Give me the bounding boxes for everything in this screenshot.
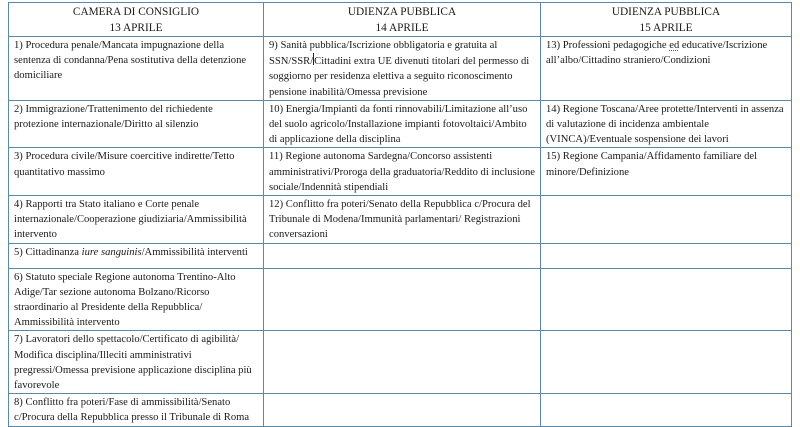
- table-cell[interactable]: 6) Statuto speciale Regione autonoma Trentino-Alto Adige/Tar sezione autonoma Bolzano/Ricorso straordinario al Presidente della Repubblica/ Ammissibilità intervento: [9, 268, 264, 331]
- italic-term: iure sanguinis: [81, 246, 142, 258]
- header-row: [9, 3, 792, 37]
- hearings-schedule-table: [8, 2, 792, 427]
- table-cell[interactable]: 14) Regione Toscana/Aree protette/Interventi in assenza di valutazione di incidenza ambientale (VINCA)/Eventuale sospensione dei lavori: [541, 100, 792, 148]
- header-title: CAMERA DI CONSIGLIO: [72, 6, 200, 18]
- table-cell-empty[interactable]: [541, 243, 792, 268]
- table-cell[interactable]: 12) Conflitto fra poteri/Senato della Repubblica c/Procura del Tribunale di Modena/Immunità parlamentari/ Registrazioni conversazioni: [264, 196, 541, 244]
- table-row: [9, 37, 792, 101]
- header-camera-di-consiglio[interactable]: [9, 3, 264, 37]
- table-cell-empty[interactable]: [541, 394, 792, 427]
- header-date: 14 APRILE: [375, 22, 429, 34]
- table-cell[interactable]: 10) Energia/Impianti da fonti rinnovabili/Limitazione all’uso del suolo agricolo/Installazione impianti fotovoltaici/Ambito di applicazione della disciplina: [264, 100, 541, 148]
- cell-text-before-cursor: 9) Sanità pubblica/Iscrizione obbligatoria e gratuita al SSN/SSR/: [269, 40, 498, 68]
- header-title: UDIENZA PUBBLICA: [611, 6, 721, 18]
- table-cell-empty[interactable]: [264, 331, 541, 394]
- table-cell[interactable]: 4) Rapporti tra Stato italiano e Corte penale internazionale/Cooperazione giudiziaria/Ammissibilità intervento: [9, 196, 264, 244]
- table-cell[interactable]: [541, 196, 792, 244]
- table-cell[interactable]: 2) Immigrazione/Trattenimento del richiedente protezione internazionale/Diritto al silenzio: [9, 100, 264, 148]
- table-cell-empty[interactable]: [541, 268, 792, 331]
- table-cell[interactable]: 3) Procedura civile/Misure coercitive indirette/Tetto quantitativo massimo: [9, 148, 264, 196]
- table-row: [9, 243, 792, 268]
- cell-text-after-cursor: Cittadini extra UE divenuti titolari del permesso di soggiorno per residenza elettiva a seguito riconoscimento pensione inabilità/Omessa previsione: [269, 56, 530, 98]
- table-cell-empty[interactable]: [264, 243, 541, 268]
- header-title: UDIENZA PUBBLICA: [347, 6, 457, 18]
- header-udienza-pubblica-14[interactable]: [264, 3, 541, 37]
- table-cell[interactable]: [9, 243, 264, 268]
- table-cell-empty[interactable]: [264, 268, 541, 331]
- table-cell[interactable]: 8) Conflitto fra poteri/Fase di ammissibilità/Senato c/Procura della Repubblica presso il Tribunale di Roma: [9, 394, 264, 427]
- table-row: [9, 268, 792, 331]
- cell-text: educative/Iscrizione all’albo/Cittadino straniero/Condizioni: [546, 40, 768, 67]
- table-row: [9, 331, 792, 394]
- table-cell[interactable]: 15) Regione Campania/Affidamento familiare del minore/Definizione: [541, 148, 792, 196]
- table-row: [9, 100, 792, 148]
- table-cell-empty[interactable]: [264, 394, 541, 427]
- header-date: 15 APRILE: [639, 22, 693, 34]
- header-udienza-pubblica-15[interactable]: [541, 3, 792, 37]
- spellcheck-flagged-word[interactable]: ed: [669, 40, 680, 51]
- table-row: [9, 394, 792, 427]
- table-row: [9, 196, 792, 244]
- header-date: 13 APRILE: [109, 22, 163, 34]
- table-cell[interactable]: 11) Regione autonoma Sardegna/Concorso assistenti amministrativi/Proroga della graduatoria/Reddito di inclusione sociale/Indennità stipendiali: [264, 148, 541, 196]
- table-cell[interactable]: 1) Procedura penale/Mancata impugnazione della sentenza di condanna/Pena sostitutiva della detenzione domiciliare: [9, 37, 264, 101]
- table-cell[interactable]: [264, 37, 541, 101]
- table-cell-empty[interactable]: [541, 331, 792, 394]
- cell-text: 5) Cittadinanza: [14, 246, 82, 258]
- cell-text: /Ammissibilità interventi: [141, 246, 248, 258]
- cell-text: 13) Professioni pedagogiche: [546, 40, 670, 51]
- table-cell[interactable]: [541, 37, 792, 101]
- table-cell[interactable]: 7) Lavoratori dello spettacolo/Certificato di agibilità/ Modifica disciplina/Illeciti amministrativi pregressi/Omessa previsione applicazione disciplina più favorevole: [9, 331, 264, 394]
- table-row: [9, 148, 792, 196]
